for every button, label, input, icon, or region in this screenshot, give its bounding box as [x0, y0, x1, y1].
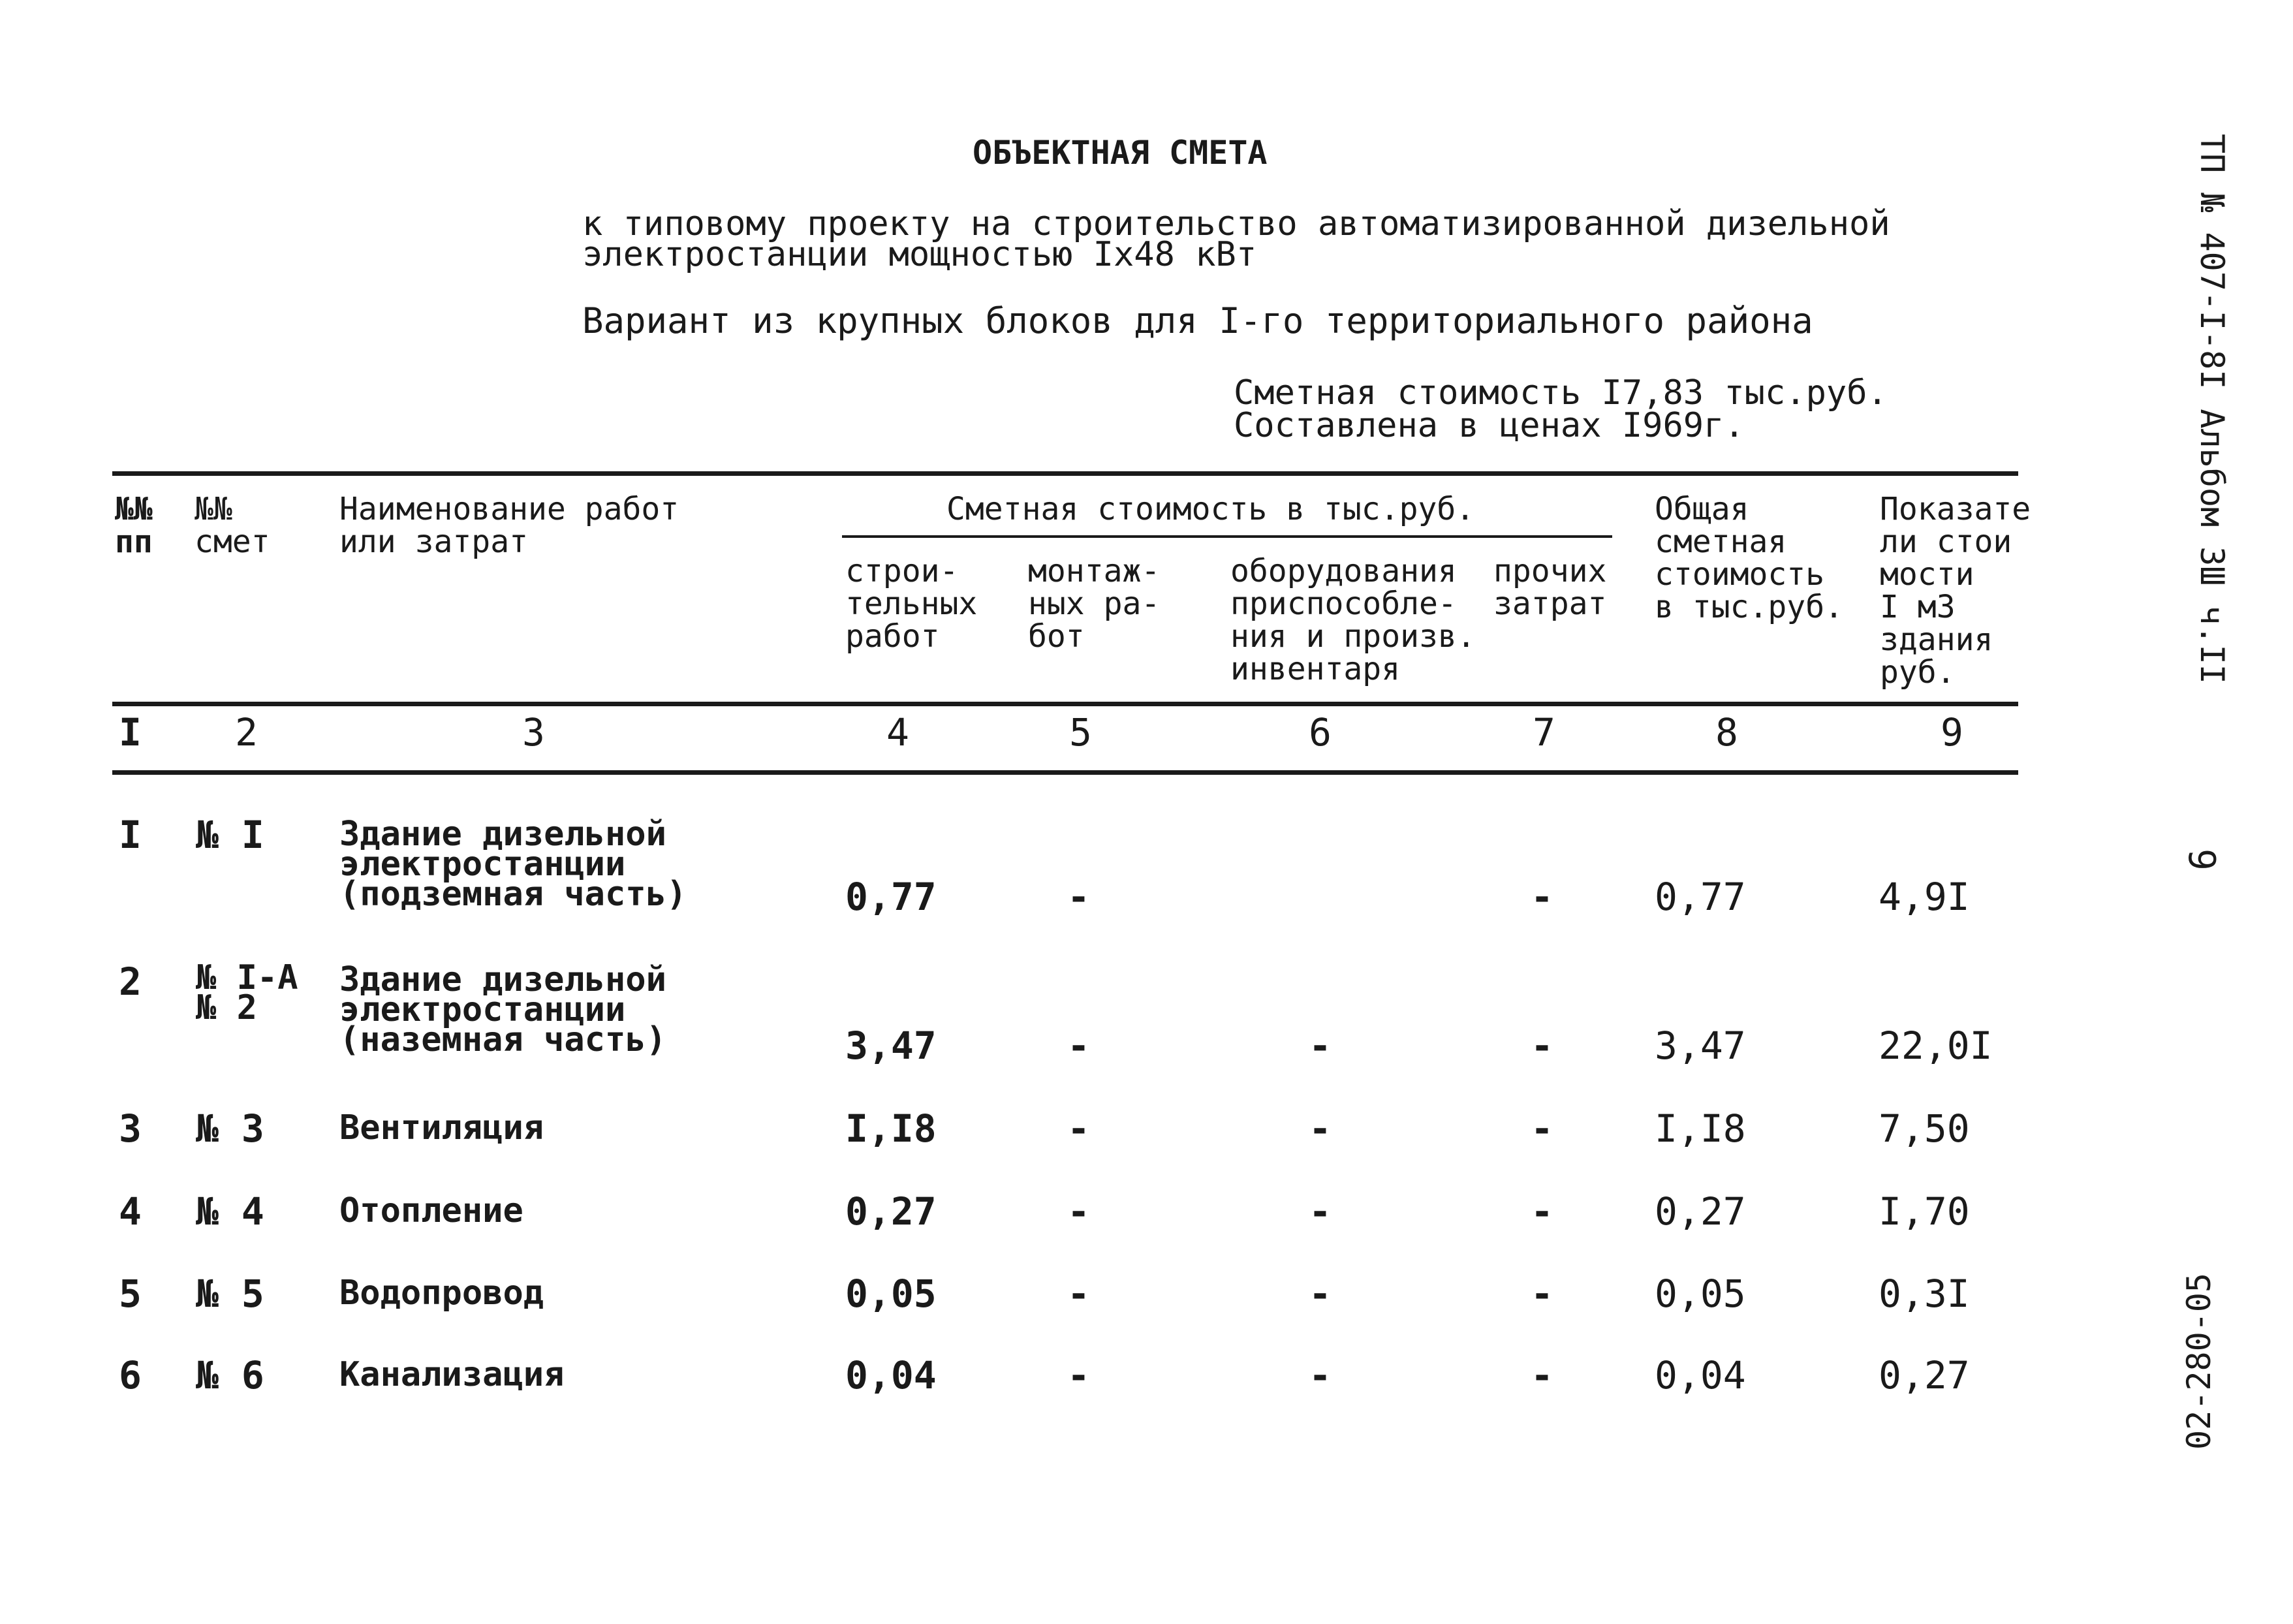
cell-installation: - [1067, 1189, 1090, 1234]
price-basis: Составлена в ценах I969г. [1234, 406, 1745, 445]
cell-other: - [1531, 1106, 1553, 1151]
column-number: 6 [1309, 710, 1332, 755]
variant-line: Вариант из крупных блоков для I-го территориального района [582, 300, 1813, 341]
cell-construction: 0,77 [845, 875, 937, 919]
margin-project-code: ТП № 407-I-8I Альбом ЗШ ч.II [2193, 134, 2231, 684]
estimate-number: № 3 [196, 1106, 264, 1151]
cell-other: - [1531, 1272, 1553, 1316]
subtitle-line-1: к типовому проекту на строительство автоматизированной дизельной [582, 204, 1890, 243]
column-number: 4 [886, 710, 909, 755]
cell-equipment: - [1309, 1189, 1332, 1234]
cell-construction: 3,47 [845, 1023, 937, 1068]
header-col7: прочих затрат [1493, 553, 1607, 622]
row-number: 4 [119, 1189, 142, 1234]
estimate-number: № I-А № 2 [196, 958, 298, 1027]
header-col1: №№ пп [115, 491, 153, 560]
cell-indicator: 7,50 [1879, 1106, 1970, 1151]
work-name: Отопление [339, 1191, 523, 1230]
cell-installation: - [1067, 1353, 1090, 1398]
cell-installation: - [1067, 1272, 1090, 1316]
work-name: Здание дизельной электростанции (наземная часть) [339, 960, 666, 1059]
column-number: 5 [1069, 710, 1092, 755]
cell-construction: I,I8 [845, 1106, 937, 1151]
header-bottom-rule [112, 702, 2018, 706]
cell-total: 3,47 [1655, 1023, 1746, 1068]
header-col3: Наименование работ или затрат [339, 491, 679, 560]
document-title: ОБЪЕКТНАЯ СМЕТА [973, 134, 1268, 172]
cell-indicator: I,70 [1879, 1189, 1970, 1234]
cell-other: - [1531, 1353, 1553, 1398]
cell-total: I,I8 [1655, 1106, 1746, 1151]
estimate-number: № 6 [196, 1353, 264, 1398]
cell-total: 0,77 [1655, 875, 1746, 919]
cell-indicator: 0,3I [1879, 1272, 1970, 1316]
cell-equipment: - [1309, 1272, 1332, 1316]
margin-document-code: 02-280-05 [2180, 1273, 2218, 1450]
cell-indicator: 22,0I [1879, 1023, 1993, 1068]
cell-other: - [1531, 875, 1553, 919]
cell-indicator: 4,9I [1879, 875, 1970, 919]
work-name: Вентиляция [339, 1108, 544, 1148]
cell-installation: - [1067, 1023, 1090, 1068]
group-underline [842, 535, 1612, 538]
table-top-rule [112, 471, 2018, 476]
row-number: 2 [119, 960, 142, 1004]
row-number: 3 [119, 1106, 142, 1151]
header-col6: оборудования приспособле- ния и произв. инвентаря [1230, 553, 1476, 687]
cell-total: 0,04 [1655, 1353, 1746, 1398]
row-number: I [119, 813, 142, 857]
cell-construction: 0,04 [845, 1353, 937, 1398]
column-number: I [119, 710, 142, 755]
column-number: 3 [522, 710, 545, 755]
cell-construction: 0,27 [845, 1189, 937, 1234]
header-col5: монтаж- ных ра- бот [1028, 553, 1161, 655]
cell-indicator: 0,27 [1879, 1353, 1970, 1398]
row-number: 6 [119, 1353, 142, 1398]
cell-equipment: - [1309, 1353, 1332, 1398]
estimate-number: № I [196, 813, 264, 857]
header-col8: Общая сметная стоимость в тыс.руб. [1655, 491, 1843, 625]
subtitle-line-2: электростанции мощностью Iх48 кВт [582, 235, 1257, 274]
cell-installation: - [1067, 875, 1090, 919]
cell-other: - [1531, 1189, 1553, 1234]
header-col4: строи- тельных работ [845, 553, 978, 655]
cell-construction: 0,05 [845, 1272, 937, 1316]
margin-page-number: 9 [2180, 849, 2223, 871]
cell-equipment: - [1309, 1023, 1332, 1068]
column-number: 9 [1941, 710, 1963, 755]
header-group: Сметная стоимость в тыс.руб. [946, 491, 1475, 527]
cell-total: 0,05 [1655, 1272, 1746, 1316]
estimate-cost: Сметная стоимость I7,83 тыс.руб. [1234, 373, 1888, 413]
row-number: 5 [119, 1272, 142, 1316]
estimate-number: № 5 [196, 1272, 264, 1316]
column-numbers-rule [112, 770, 2018, 775]
work-name: Канализация [339, 1355, 565, 1394]
cell-installation: - [1067, 1106, 1090, 1151]
column-number: 2 [235, 710, 258, 755]
work-name: Здание дизельной электростанции (подземная часть) [339, 815, 687, 914]
work-name: Водопровод [339, 1273, 544, 1313]
estimate-number: № 4 [196, 1189, 264, 1234]
column-number: 7 [1533, 710, 1555, 755]
header-col9: Показате ли стои мости I м3 здания руб. [1880, 491, 2031, 691]
header-col2: №№ смет [195, 491, 270, 560]
cell-total: 0,27 [1655, 1189, 1746, 1234]
cell-equipment: - [1309, 1106, 1332, 1151]
cell-other: - [1531, 1023, 1553, 1068]
column-number: 8 [1715, 710, 1738, 755]
